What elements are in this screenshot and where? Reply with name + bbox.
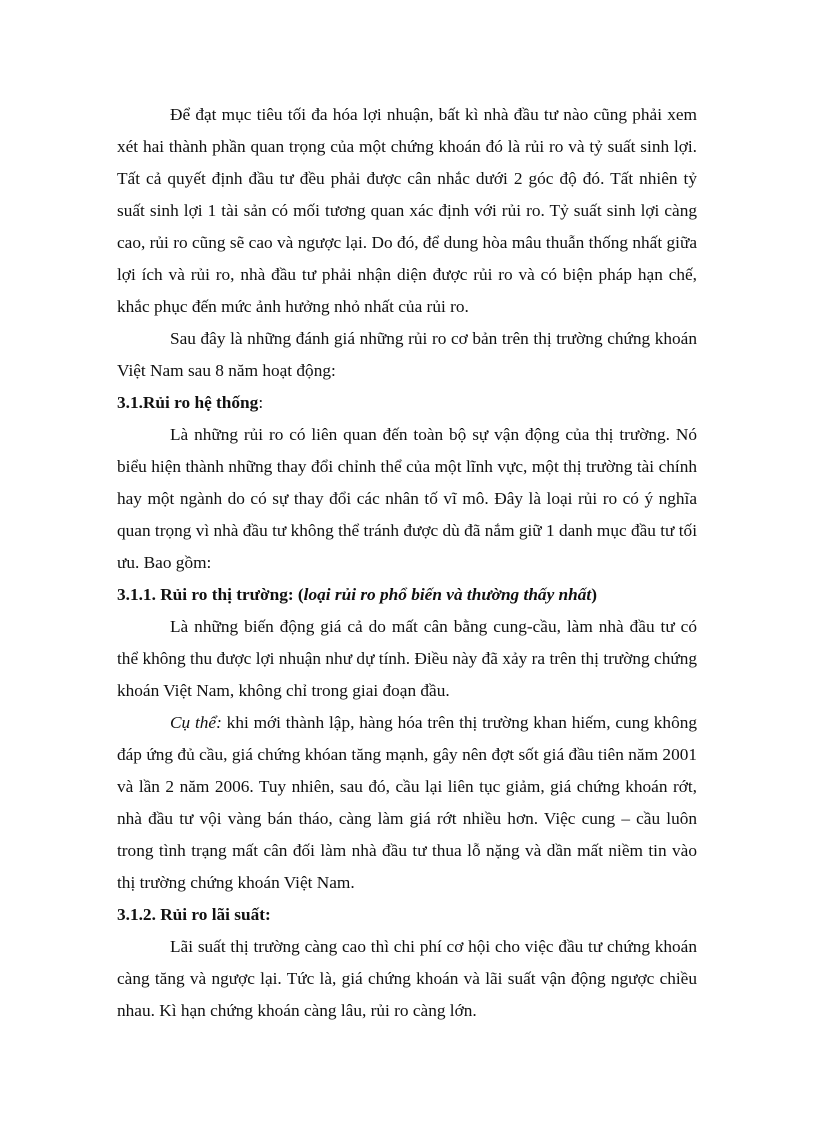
- section-3-1-heading: [117, 387, 697, 419]
- section-3-1-1-heading-text: 3.1.1. Rủi ro thị trường: (: [117, 585, 304, 604]
- section-3-1-2-heading: 3.1.2. Rủi ro lãi suất:: [117, 905, 271, 924]
- section-3-1-paragraph: Là những rủi ro có liên quan đến toàn bộ sự vận động của thị trường. Nó biểu hiện thành những thay đổi chỉnh thể của một lĩnh vực, một thị trường tài chính hay một ngành do có sự thay đổi các nhân tố vĩ mô. Đây là loại rủi ro có ý nghĩa quan trọng vì nhà đầu tư không thể tránh được dù đã nắm giữ 1 danh mục đầu tư tối ưu. Bao gồm:: [117, 425, 697, 572]
- section-3-1-heading-suffix: :: [258, 393, 264, 412]
- section-3-1-1-paragraph-1: Là những biến động giá cả do mất cân bằng cung-cầu, làm nhà đầu tư có thể không thu được lợi nhuận như dự tính. Điều này đã xảy ra trên thị trường chứng khoán Việt Nam, không chỉ trong giai đoạn đầu.: [117, 617, 697, 700]
- section-3-1-1-heading-note: loại rủi ro phổ biến và thường thấy nhất: [303, 585, 592, 604]
- document-page: [117, 99, 697, 1027]
- section-3-1-1-heading: [117, 579, 697, 611]
- section-3-1-1-paragraph-2: [117, 707, 697, 899]
- section-3-1-1-heading-close: ): [591, 585, 597, 604]
- paragraph-lead-label: Cụ thể:: [170, 713, 222, 732]
- section-3-1-2-paragraph: Lãi suất thị trường càng cao thì chi phí cơ hội cho việc đầu tư chứng khoán càng tăng và ngược lại. Tức là, giá chứng khoán và lãi suất vận động ngược chiều nhau. Kì hạn chứng khoán càng lâu, rủi ro càng lớn.: [117, 937, 697, 1020]
- overview-paragraph: Sau đây là những đánh giá những rủi ro cơ bản trên thị trường chứng khoán Việt Nam sau 8 năm hoạt động:: [117, 329, 697, 380]
- intro-paragraph: Để đạt mục tiêu tối đa hóa lợi nhuận, bất kì nhà đầu tư nào cũng phải xem xét hai thành phần quan trọng của một chứng khoán đó là rủi ro và tỷ suất sinh lợi. Tất cả quyết định đầu tư đều phải được cân nhắc dưới 2 góc độ đó. Tất nhiên tỷ suất sinh lợi 1 tài sản có mối tương quan xác định với rủi ro. Tỷ suất sinh lợi càng cao, rủi ro cũng sẽ cao và ngược lại. Do đó, để dung hòa mâu thuẫn thống nhất giữa lợi ích và rủi ro, nhà đầu tư phải nhận diện được rủi ro và có biện pháp hạn chế, khắc phục đến mức ảnh hưởng nhỏ nhất của rủi ro.: [117, 105, 697, 316]
- paragraph-body: khi mới thành lập, hàng hóa trên thị trường khan hiếm, cung không đáp ứng đủ cầu, giá chứng khóan tăng mạnh, gây nên đợt sốt giá đầu tiên năm 2001 và lần 2 năm 2006. Tuy nhiên, sau đó, cầu lại liên tục giảm, giá chứng khoán rớt, nhà đầu tư vội vàng bán tháo, càng làm giá rớt nhiều hơn. Việc cung – cầu luôn trong tình trạng mất cân đối làm nhà đầu tư thua lỗ nặng và dần mất niềm tin vào thị trường chứng khoán Việt Nam.: [117, 713, 697, 892]
- section-3-1-heading-text: 3.1.Rủi ro hệ thống: [117, 393, 259, 412]
